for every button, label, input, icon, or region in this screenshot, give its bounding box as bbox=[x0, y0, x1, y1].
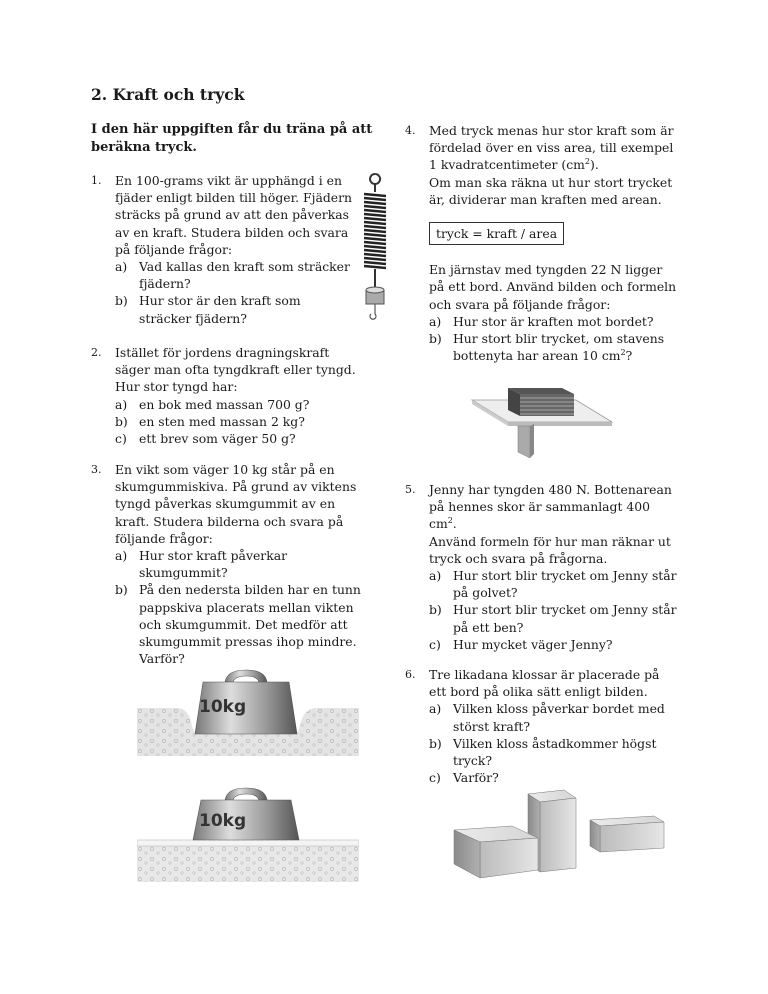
weight-on-board-illustration bbox=[137, 786, 359, 882]
question-number: 4. bbox=[405, 124, 416, 137]
subquestion-text: Varför? bbox=[453, 770, 499, 786]
subquestion-text: Hur stor är kraften mot bordet? bbox=[453, 313, 654, 329]
subquestion-letter: b) bbox=[115, 413, 128, 429]
superscript: 2 bbox=[620, 348, 626, 358]
subquestion-text: På den nedersta bilden har en tunn pappskiva placerats mellan vikten och skumgummit. Det medför att skumgummit pressas ihop mindre. Varför? bbox=[139, 582, 361, 667]
question-5 bbox=[405, 481, 680, 653]
question-4 bbox=[405, 122, 680, 364]
question-text-part: Jenny har tyngden 480 N. Bottenarean på hennes skor är sammanlagt 400 cm bbox=[429, 482, 672, 532]
question-number: 6. bbox=[405, 668, 416, 681]
iron-bar-on-table-illustration bbox=[468, 378, 616, 460]
weight-label: 10kg bbox=[199, 697, 247, 717]
spring-scale-illustration bbox=[352, 172, 398, 322]
weight-on-foam-illustration bbox=[137, 668, 359, 756]
subquestion-letter: b) bbox=[115, 293, 128, 309]
subquestion-letter: a) bbox=[115, 259, 128, 275]
question-number: 3. bbox=[91, 463, 102, 476]
subquestion-letter: b) bbox=[429, 602, 442, 618]
question-text: Tre likadana klossar är placerade på ett bord på olika sätt enligt bilden. bbox=[429, 667, 660, 700]
question-number: 2. bbox=[91, 346, 102, 359]
question-1 bbox=[91, 172, 353, 327]
subquestion-letter: a) bbox=[115, 396, 128, 412]
question-text-part: . bbox=[452, 516, 457, 532]
question-text-part: Med tryck menas hur stor kraft som är fördelad över en viss area, till exempel 1 kvadratcentimeter (cm bbox=[429, 123, 674, 173]
subquestion-text: Hur mycket väger Jenny? bbox=[453, 636, 613, 652]
subquestion-text: ? bbox=[625, 348, 633, 364]
subquestion-letter: c) bbox=[429, 636, 441, 652]
question-text bbox=[429, 481, 680, 533]
question-text: Om man ska räkna ut hur stort trycket är, dividerar man kraften med arean. bbox=[429, 174, 673, 207]
superscript: 2 bbox=[584, 157, 591, 167]
question-text: Istället för jordens dragningskraft säger man ofta tyngdkraft eller tyngd. Hur stor tyngd har: bbox=[115, 345, 356, 395]
three-blocks-illustration bbox=[452, 786, 670, 882]
subquestion-letter: c) bbox=[429, 770, 441, 786]
question-2 bbox=[91, 344, 366, 447]
subquestion-letter: a) bbox=[429, 701, 442, 717]
subquestion-a bbox=[429, 313, 680, 330]
subquestion-b bbox=[429, 330, 680, 364]
subquestion-letter: b) bbox=[115, 582, 128, 598]
subquestion-letter: a) bbox=[115, 548, 128, 564]
subquestion-a bbox=[115, 258, 353, 292]
subquestion-letter: b) bbox=[429, 735, 442, 751]
subquestion-c bbox=[429, 636, 680, 653]
intro-text: I den här uppgiften får du träna på att beräkna tryck. bbox=[91, 122, 373, 155]
subquestion-text: Vilken kloss åstadkommer högst tryck? bbox=[453, 735, 657, 769]
pressure-formula-box: tryck = kraft / area bbox=[429, 222, 564, 245]
subquestion-b bbox=[429, 601, 680, 635]
subquestion-a bbox=[429, 567, 680, 601]
question-3 bbox=[91, 461, 366, 667]
subquestion-a bbox=[115, 396, 366, 413]
question-text-part: ). bbox=[590, 157, 599, 173]
question-text: En 100-grams vikt är upphängd i en fjäder enligt bilden till höger. Fjädern sträcks på grund av att den påverkas av en kraft. Studera bilden och svara på följande frågor: bbox=[115, 173, 353, 257]
subquestion-letter: c) bbox=[115, 431, 127, 447]
subquestion-b bbox=[429, 735, 680, 769]
superscript: 2 bbox=[447, 516, 453, 526]
subquestion-b bbox=[115, 292, 353, 326]
subquestion-text: Hur stort blir trycket, om stavens bottenyta har arean 10 cm bbox=[453, 331, 665, 364]
subquestion-letter: a) bbox=[429, 568, 442, 584]
question-text: Använd formeln för hur man räknar ut tryck och svara på frågorna. bbox=[429, 533, 671, 566]
question-number: 1. bbox=[91, 174, 102, 187]
question-6 bbox=[405, 666, 680, 786]
subquestion-text: en bok med massan 700 g? bbox=[139, 396, 310, 412]
question-text bbox=[429, 122, 680, 174]
section-title: 2. Kraft och tryck bbox=[91, 85, 245, 104]
subquestion-c bbox=[115, 430, 366, 447]
subquestion-text: Hur stort blir trycket om Jenny står på golvet? bbox=[453, 568, 677, 601]
subquestion-text: Hur stort blir trycket om Jenny står på ett ben? bbox=[453, 602, 677, 635]
subquestion-text: en sten med massan 2 kg? bbox=[139, 413, 305, 429]
question-text: En vikt som väger 10 kg står på en skumgummiskiva. På grund av viktens tyngd påverkas skumgummit av en kraft. Studera bilderna och svara på följande frågor: bbox=[115, 462, 357, 546]
subquestion-text: ett brev som väger 50 g? bbox=[139, 431, 296, 447]
subquestion-b bbox=[115, 413, 366, 430]
subquestion-text: Vad kallas den kraft som sträcker fjädern? bbox=[139, 259, 350, 292]
subquestion-text: Vilken kloss påverkar bordet med störst kraft? bbox=[453, 701, 665, 734]
weight-label: 10kg bbox=[199, 811, 247, 831]
subquestion-b bbox=[115, 581, 366, 667]
subquestion-c bbox=[429, 769, 680, 786]
subquestion-a bbox=[429, 700, 680, 734]
subquestion-letter: b) bbox=[429, 331, 442, 347]
subquestion-a bbox=[115, 547, 366, 581]
subquestion-text: Hur stor är den kraft som sträcker fjädern? bbox=[139, 293, 301, 326]
question-text: En järnstav med tyngden 22 N ligger på ett bord. Använd bilden och formeln och svara på följande frågor: bbox=[429, 262, 677, 312]
subquestion-text: Hur stor kraft påverkar skumgummit? bbox=[139, 548, 288, 581]
subquestion-letter: a) bbox=[429, 313, 442, 329]
question-number: 5. bbox=[405, 483, 416, 496]
